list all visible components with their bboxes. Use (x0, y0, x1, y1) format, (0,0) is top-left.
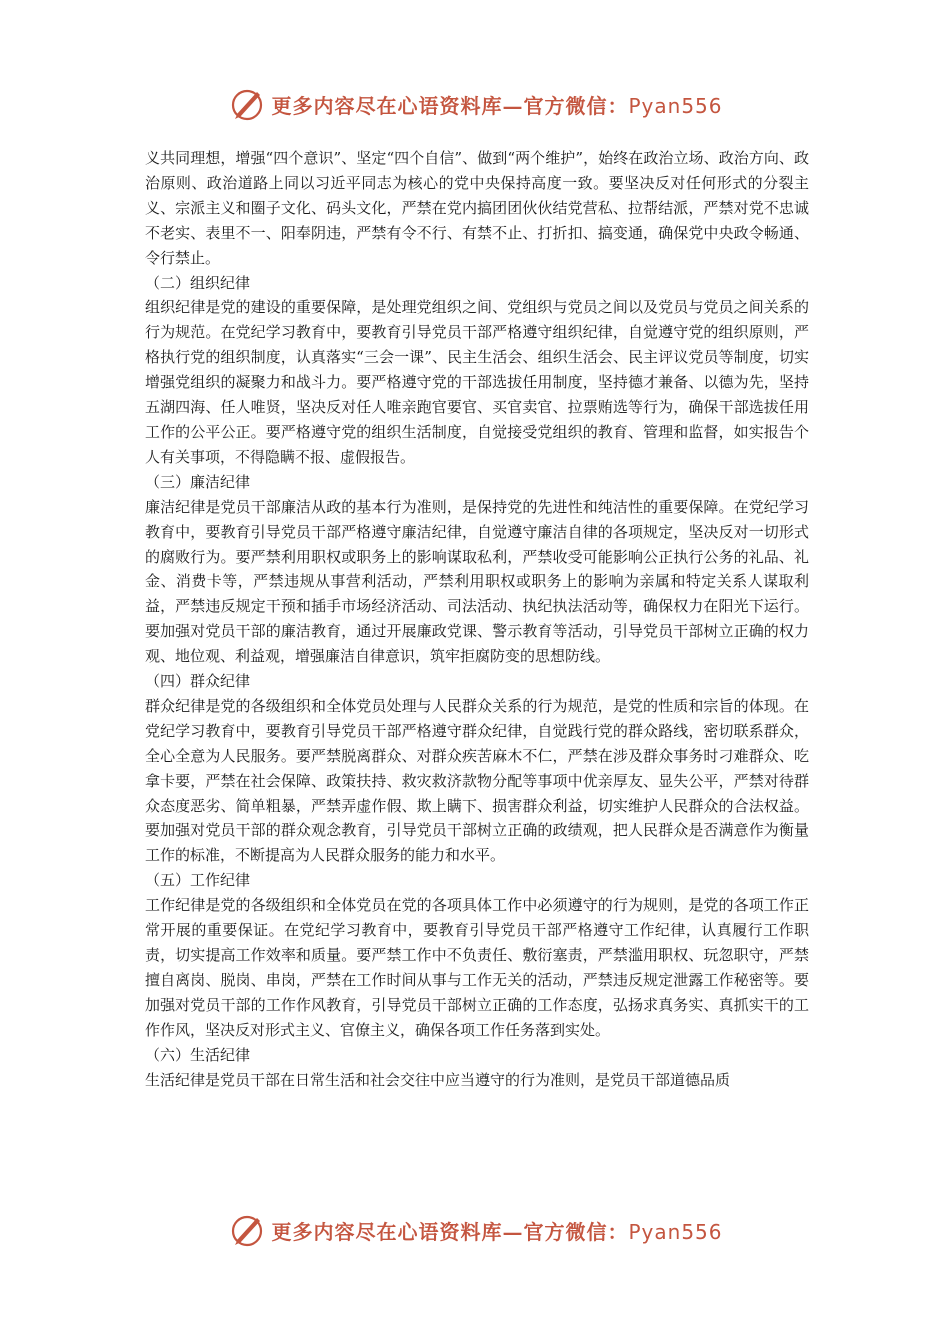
section-heading: （三）廉洁纪律 (145, 472, 251, 491)
footer-banner (0, 1208, 950, 1252)
paragraph: 义共同理想，增强“四个意识”、坚定“四个自信”、做到“两个维护”，始终在政治立场、政治方向、政治原则、政治道路上同以习近平同志为核心的党中央保持高度一致。要坚决反对任何形式的分裂主义、宗派主义和圈子文化、码头文化，严禁在党内搞团团伙伙结党营私、拉帮结派，严禁对党不忠诚不老实、表里不一、阳奉阴违，严禁有令不行、有禁不止、打折扣、搞变通，确保党中央政令畅通、令行禁止。 (145, 149, 809, 267)
paragraph: 组织纪律是党的建设的重要保障，是处理党组织之间、党组织与党员之间以及党员与党员之间关系的行为规范。在党纪学习教育中，要教育引导党员干部严格遵守组织纪律，自觉遵守党的组织原则，严格执行党的组织制度，认真落实“三会一课”、民主生活会、组织生活会、民主评议党员等制度，切实增强党组织的凝聚力和战斗力。要严格遵守党的干部选拔任用制度，坚持德才兼备、以德为先，坚持五湖四海、任人唯贤，坚决反对任人唯亲跑官要官、买官卖官、拉票贿选等行为，确保干部选拔任用工作的公平公正。要严格遵守党的组织生活制度，自觉接受党组织的教育、管理和监督，如实报告个人有关事项，不得隐瞒不报、虚假报告。 (145, 298, 809, 466)
banner-text: 更多内容尽在心语资料库—官方微信：Pyan556 (271, 1219, 723, 1244)
paragraph: 廉洁纪律是党员干部廉洁从政的基本行为准则，是保持党的先进性和纯洁性的重要保障。在党纪学习教育中，要教育引导党员干部严格遵守廉洁纪律，自觉遵守廉洁自律的各项规定，坚决反对一切形式的腐败行为。要严禁利用职权或职务上的影响谋取私利，严禁收受可能影响公正执行公务的礼品、礼金、消费卡等，严禁违规从事营利活动，严禁利用职权或职务上的影响为亲属和特定关系人谋取利益，严禁违反规定干预和插手市场经济活动、司法活动、执纪执法活动等，确保权力在阳光下运行。要加强对党员干部的廉洁教育，通过开展廉政党课、警示教育等活动，引导党员干部树立正确的权力观、地位观、利益观，增强廉洁自律意识，筑牢拒腐防变的思想防线。 (145, 497, 809, 666)
paragraph: 工作纪律是党的各级组织和全体党员在党的各项具体工作中必须遵守的行为规则，是党的各项工作正常开展的重要保证。在党纪学习教育中，要教育引导党员干部严格遵守工作纪律，认真履行工作职责，切实提高工作效率和质量。要严禁工作中不负责任、敷衍塞责，严禁滥用职权、玩忽职守，严禁擅自离岗、脱岗、串岗，严禁在工作时间从事与工作无关的活动，严禁违反规定泄露工作秘密等。要加强对党员干部的工作作风教育，引导党员干部树立正确的工作态度，弘扬求真务实、真抓实干的工作作风，坚决反对形式主义、官僚主义，确保各项工作任务落到实处。 (145, 896, 809, 1039)
pen-logo-icon (227, 84, 267, 124)
header-banner (0, 82, 950, 126)
section-heading: （四）群众纪律 (145, 672, 251, 691)
section-heading: （五）工作纪律 (145, 871, 251, 890)
banner-text: 更多内容尽在心语资料库—官方微信：Pyan556 (271, 93, 723, 118)
document-body (145, 146, 809, 1092)
section-heading: （六）生活纪律 (145, 1045, 251, 1064)
section-heading: （二）组织纪律 (145, 273, 251, 292)
pen-logo-icon (227, 1210, 267, 1250)
paragraph: 生活纪律是党员干部在日常生活和社会交往中应当遵守的行为准则，是党员干部道德品质 (145, 1070, 731, 1089)
paragraph: 群众纪律是党的各级组织和全体党员处理与人民群众关系的行为规范，是党的性质和宗旨的体现。在党纪学习教育中，要教育引导党员干部严格遵守群众纪律，自觉践行党的群众路线，密切联系群众，全心全意为人民服务。要严禁脱离群众、对群众疾苦麻木不仁，严禁在涉及群众事务时刁难群众、吃拿卡要，严禁在社会保障、政策扶持、救灾救济款物分配等事项中优亲厚友、显失公平，严禁对待群众态度恶劣、简单粗暴，严禁弄虚作假、欺上瞒下、损害群众利益，切实维护人民群众的合法权益。要加强对党员干部的群众观念教育，引导党员干部树立正确的政绩观，把人民群众是否满意作为衡量工作的标准，不断提高为人民群众服务的能力和水平。 (145, 696, 809, 865)
